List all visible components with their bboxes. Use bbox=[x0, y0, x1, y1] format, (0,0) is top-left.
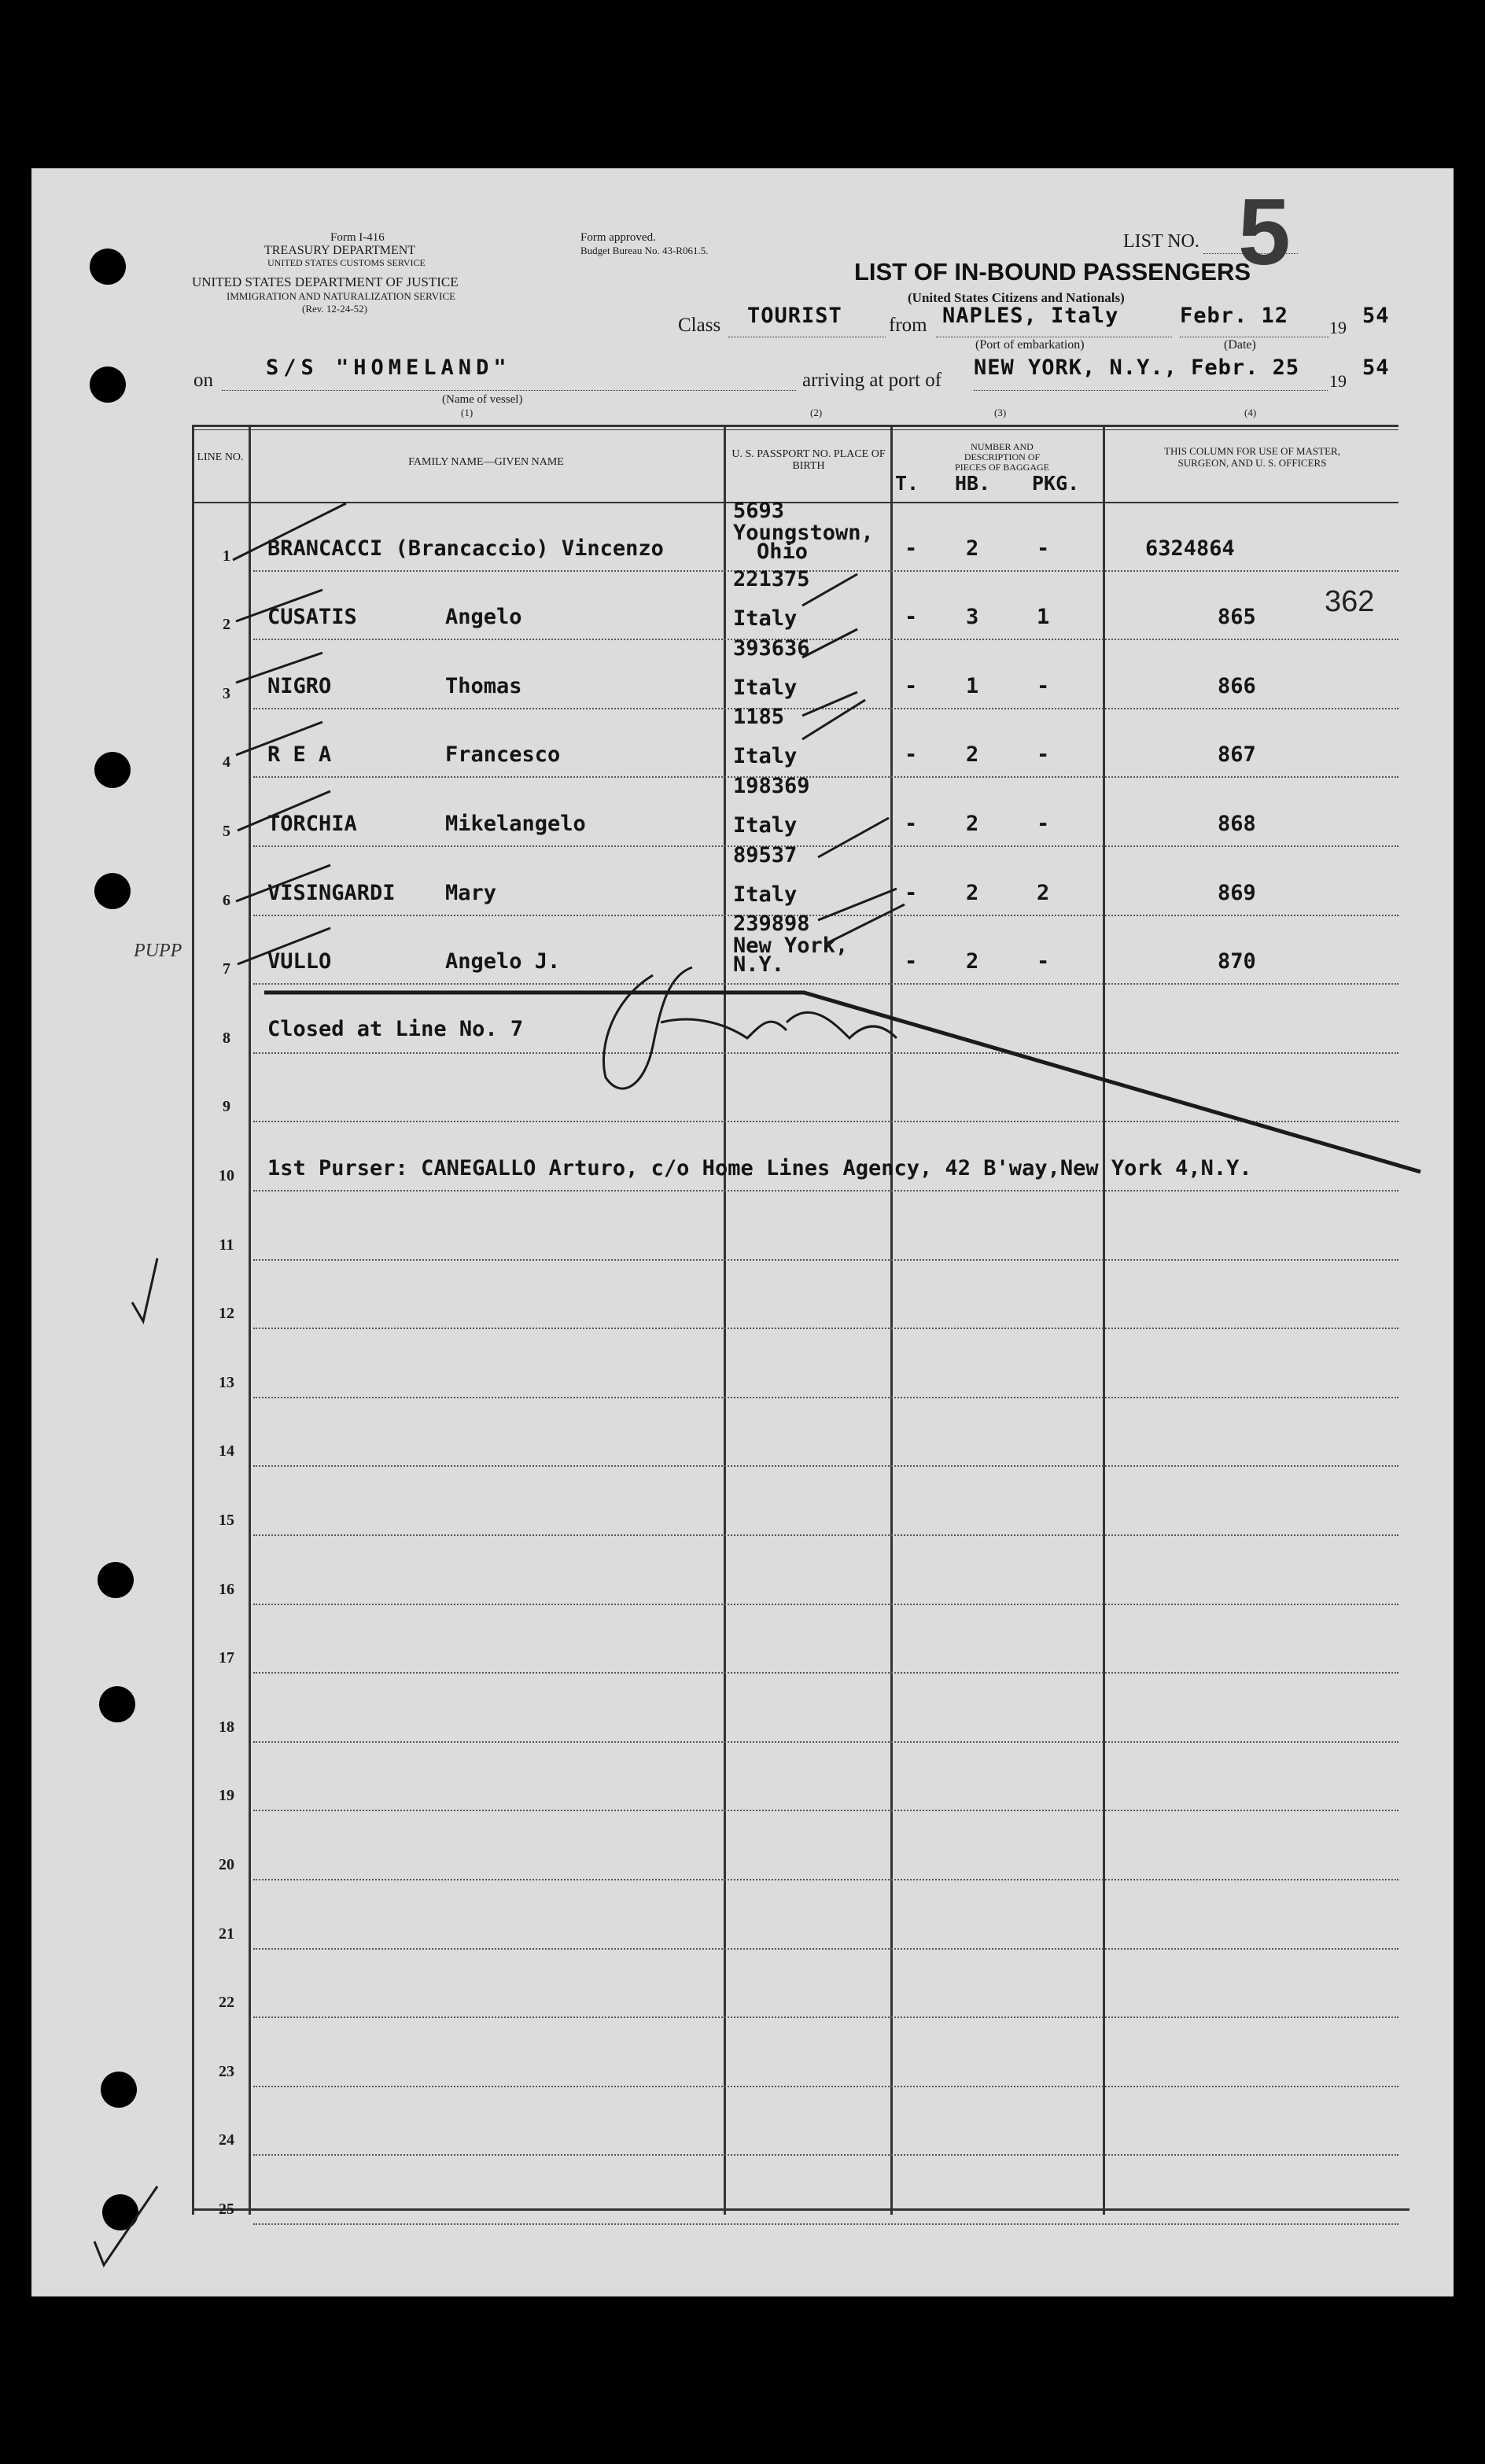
check-mark bbox=[236, 590, 322, 621]
line-number: 7 bbox=[223, 960, 230, 978]
line-number: 20 bbox=[219, 1856, 234, 1873]
baggage-handbag: 2 bbox=[966, 812, 979, 836]
class-value: TOURIST bbox=[747, 304, 842, 328]
baggage-trunk: - bbox=[905, 812, 918, 836]
line-number: 21 bbox=[219, 1924, 234, 1943]
closing-rule bbox=[264, 993, 1421, 1172]
passenger-family-name: TORCHIA bbox=[267, 812, 357, 836]
place-of-birth: Italy bbox=[733, 813, 798, 838]
revision-label: (Rev. 12-24-52) bbox=[302, 303, 367, 315]
departure-year: 54 bbox=[1362, 304, 1390, 328]
passenger-family-name: VULLO bbox=[267, 949, 332, 974]
check-mark bbox=[802, 700, 865, 739]
passport-number: 89537 bbox=[733, 842, 798, 867]
baggage-handbag: 2 bbox=[966, 742, 979, 768]
check-mark bbox=[826, 904, 905, 944]
place-of-birth: New York, bbox=[733, 934, 849, 959]
baggage-handbag: 3 bbox=[966, 605, 979, 630]
line-number: 2 bbox=[223, 616, 230, 634]
customs-label: UNITED STATES CUSTOMS SERVICE bbox=[267, 257, 426, 268]
baggage-trunk: - bbox=[905, 949, 918, 974]
line-number: 22 bbox=[219, 1994, 234, 2012]
header-line-no: LINE NO. bbox=[197, 451, 244, 463]
check-mark bbox=[802, 629, 857, 657]
passenger-given-name: Thomas bbox=[445, 673, 522, 698]
line-number: 23 bbox=[219, 2062, 234, 2080]
arrival-year-prefix: 19 bbox=[1329, 371, 1347, 391]
check-mark bbox=[236, 722, 322, 755]
baggage-package: - bbox=[1037, 812, 1050, 836]
departure-date: Febr. 12 bbox=[1180, 304, 1289, 328]
line-number: 14 bbox=[219, 1442, 234, 1460]
place-of-birth: Italy bbox=[733, 744, 798, 769]
form-approved: Form approved. bbox=[580, 231, 656, 244]
passport-number: 198369 bbox=[733, 774, 810, 798]
passport-number: 221375 bbox=[733, 567, 810, 592]
from-label: from bbox=[889, 315, 927, 336]
year-prefix: 19 bbox=[1329, 318, 1347, 337]
line-number: 17 bbox=[219, 1649, 234, 1667]
ins-label: IMMIGRATION AND NATURALIZATION SERVICE bbox=[227, 290, 456, 302]
place-of-birth: Italy bbox=[733, 882, 798, 907]
check-mark bbox=[802, 574, 857, 606]
passenger-family-name: CUSATIS bbox=[267, 605, 357, 630]
treasury-label: TREASURY DEPARTMENT bbox=[264, 244, 416, 257]
baggage-trunk: - bbox=[905, 605, 918, 630]
class-label: Class bbox=[678, 315, 721, 336]
passport-number: 393636 bbox=[733, 635, 810, 661]
baggage-package: - bbox=[1037, 673, 1050, 698]
page-subtitle: (United States Citizens and Nationals) bbox=[908, 290, 1125, 305]
list-no-label: LIST NO. bbox=[1123, 231, 1199, 252]
embarkation-port: NAPLES, Italy bbox=[942, 304, 1119, 328]
header-bag-pkg: PKG. bbox=[1032, 472, 1080, 495]
passport-number: 5693 bbox=[733, 498, 785, 523]
passport-number: 239898 bbox=[733, 912, 810, 937]
justice-label: UNITED STATES DEPARTMENT OF JUSTICE bbox=[192, 274, 459, 289]
baggage-trunk: - bbox=[905, 880, 918, 905]
check-mark bbox=[238, 791, 330, 831]
place-of-birth-line2: N.Y. bbox=[733, 952, 785, 978]
header-bag-t: T. bbox=[895, 472, 919, 495]
purser-note: 1st Purser: CANEGALLO Arturo, c/o Home Lines Agency, 42 B'way,New York 4,N.Y. bbox=[267, 1156, 1252, 1180]
date-caption: (Date) bbox=[1224, 338, 1256, 352]
line-number: 8 bbox=[223, 1029, 230, 1047]
passenger-given-name: Angelo bbox=[445, 605, 522, 630]
officer-number: 869 bbox=[1218, 880, 1256, 905]
line-number: 1 bbox=[223, 547, 230, 565]
passenger-given-name: Angelo J. bbox=[445, 949, 561, 974]
baggage-handbag: 2 bbox=[966, 880, 979, 905]
baggage-trunk: - bbox=[905, 742, 918, 768]
line-number: 9 bbox=[223, 1098, 230, 1116]
officer-number: 865 bbox=[1218, 605, 1256, 630]
arrival-year: 54 bbox=[1362, 355, 1390, 380]
check-mark bbox=[94, 2186, 157, 2265]
officer-number: 866 bbox=[1218, 673, 1256, 698]
budget-bureau: Budget Bureau No. 43-R061.5. bbox=[580, 245, 709, 256]
page-title: LIST OF IN-BOUND PASSENGERS bbox=[854, 258, 1251, 285]
place-of-birth-line2: Ohio bbox=[757, 539, 809, 564]
passenger-family-name: NIGRO bbox=[267, 673, 332, 698]
line-number: 13 bbox=[219, 1373, 234, 1391]
passenger-given-name: Mary bbox=[445, 880, 497, 905]
check-mark bbox=[233, 503, 346, 560]
passenger-family-name: BRANCACCI (Brancaccio) Vincenzo bbox=[267, 536, 664, 561]
line-number: 11 bbox=[219, 1236, 234, 1254]
baggage-package: 1 bbox=[1037, 605, 1050, 630]
line-number: 24 bbox=[219, 2131, 234, 2149]
baggage-handbag: 1 bbox=[966, 673, 979, 698]
baggage-package: - bbox=[1037, 536, 1050, 561]
line-number: 16 bbox=[219, 1580, 234, 1598]
check-mark bbox=[236, 865, 330, 901]
header-passport: U. S. PASSPORT NO. PLACE OF BIRTH bbox=[731, 448, 886, 472]
arriving-label: arriving at port of bbox=[802, 370, 942, 391]
baggage-package: 2 bbox=[1037, 880, 1050, 905]
line-number: 12 bbox=[219, 1305, 234, 1323]
line-number: 18 bbox=[219, 1718, 234, 1736]
officer-number: 868 bbox=[1218, 812, 1256, 836]
line-number: 6 bbox=[223, 891, 230, 909]
baggage-trunk: - bbox=[905, 536, 918, 561]
col1-caption: (1) bbox=[461, 407, 474, 418]
officer-number: 867 bbox=[1218, 742, 1256, 768]
line-number: 5 bbox=[223, 823, 230, 840]
col4-caption: (4) bbox=[1244, 407, 1257, 418]
on-label: on bbox=[193, 370, 213, 391]
baggage-trunk: - bbox=[905, 673, 918, 698]
arrival-port: NEW YORK, N.Y., Febr. 25 bbox=[974, 355, 1300, 380]
check-mark bbox=[818, 818, 889, 857]
baggage-package: - bbox=[1037, 742, 1050, 768]
passport-number: 1185 bbox=[733, 705, 785, 730]
line-number: 10 bbox=[219, 1167, 234, 1184]
baggage-handbag: 2 bbox=[966, 949, 979, 974]
passenger-family-name: VISINGARDI bbox=[267, 880, 396, 905]
line-number: 25 bbox=[219, 2201, 234, 2218]
check-mark bbox=[236, 653, 322, 683]
header-officers: THIS COLUMN FOR USE OF MASTER, SURGEON, AND U. S. OFFICERS bbox=[1164, 445, 1340, 469]
passenger-family-name: R E A bbox=[267, 742, 332, 768]
form-number: Form I-416 bbox=[330, 231, 385, 244]
line-number: 15 bbox=[219, 1512, 234, 1529]
margin-note: PUPP bbox=[134, 941, 182, 961]
handwritten-number: 362 bbox=[1325, 585, 1375, 618]
header-baggage: NUMBER AND DESCRIPTION OF PIECES OF BAGGAGE bbox=[955, 441, 1050, 473]
embarkation-caption: (Port of embarkation) bbox=[975, 338, 1085, 352]
baggage-package: - bbox=[1037, 949, 1050, 974]
line-number: 19 bbox=[219, 1787, 234, 1805]
officer-number: 870 bbox=[1218, 949, 1256, 974]
signature bbox=[604, 967, 897, 1088]
vessel-name: S/S "HOMELAND" bbox=[266, 355, 511, 380]
line-number: 3 bbox=[223, 684, 230, 702]
place-of-birth: Youngstown, bbox=[733, 520, 874, 545]
place-of-birth: Italy bbox=[733, 675, 798, 700]
list-number: 5 bbox=[1238, 179, 1291, 285]
header-name: FAMILY NAME—GIVEN NAME bbox=[408, 456, 564, 468]
closing-note: Closed at Line No. 7 bbox=[267, 1016, 524, 1041]
officer-number: 6324864 bbox=[1145, 536, 1235, 561]
col3-caption: (3) bbox=[994, 407, 1007, 418]
header-bag-hb: HB. bbox=[955, 472, 991, 495]
passenger-given-name: Francesco bbox=[445, 742, 561, 768]
baggage-handbag: 2 bbox=[966, 536, 979, 561]
vessel-caption: (Name of vessel) bbox=[442, 393, 523, 406]
check-mark bbox=[238, 928, 330, 964]
passenger-given-name: Mikelangelo bbox=[445, 812, 586, 836]
place-of-birth: Italy bbox=[733, 606, 798, 632]
check-mark bbox=[802, 692, 857, 716]
col2-caption: (2) bbox=[810, 407, 823, 418]
line-number: 4 bbox=[223, 753, 230, 772]
check-mark bbox=[132, 1258, 157, 1321]
